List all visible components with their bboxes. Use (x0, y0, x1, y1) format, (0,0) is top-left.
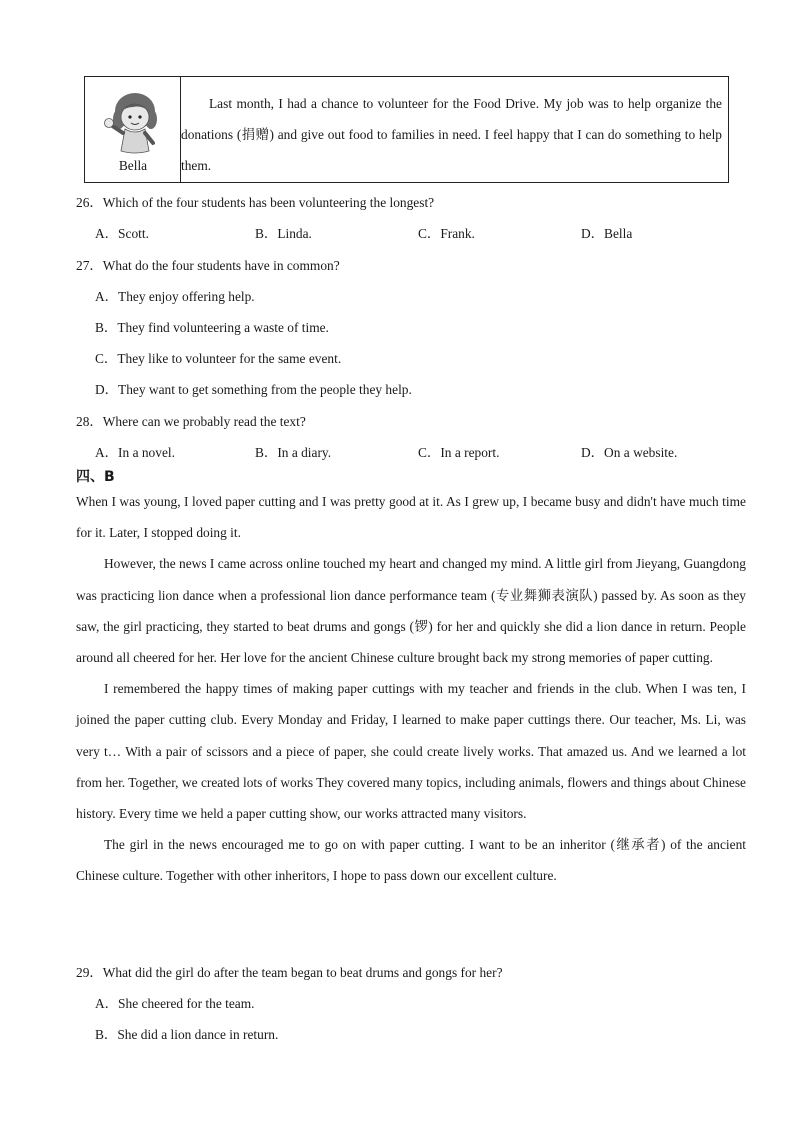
bella-avatar-cell (85, 77, 181, 182)
bella-table (84, 76, 729, 183)
q28-option-b: B．In a diary. (255, 445, 332, 460)
passage-paragraph-3: I remembered the happy times of making paper cuttings with my teacher and friends in the club. When I was ten, I joined the paper cutting club. Every Monday and Friday, I learned to make paper cuttings there. Our teacher, Ms. Li, was very t… With a pair of scissors and a piece of paper, she could create lively works. That amazed us. And we learned a lot from her. Together, we created lots of works They covered many topics, including animals, flowers and things about Chinese history. Every time we held a paper cutting show, our works attracted many visitors. (76, 681, 746, 822)
bella-text-cell (181, 77, 728, 182)
q27-option-c: C．They like to volunteer for the same event. (95, 351, 342, 366)
passage-paragraph-4: The girl in the news encouraged me to go on with paper cutting. I want to be an inheritor (继承者) of the ancient Chinese culture. Together with other inheritors, I hope to pass down our excellent culture. (76, 837, 746, 884)
q29-option-b: B．She did a lion dance in return. (95, 1027, 279, 1042)
q27-option-d: D．They want to get something from the people they help. (95, 382, 412, 397)
q28-option-c: C．In a report. (418, 445, 500, 460)
question-28: 28．Where can we probably read the text? (76, 414, 306, 429)
section-title: 四、B (76, 469, 115, 485)
bella-name: Bella (118, 158, 148, 173)
q28-option-a: A．In a novel. (95, 445, 175, 460)
girl-cartoon-icon (97, 85, 167, 157)
q27-option-a: A．They enjoy offering help. (95, 289, 255, 304)
q26-option-d: D．Bella (581, 226, 633, 241)
bella-paragraph: Last month, I had a chance to volunteer for the Food Drive. My job was to help organize the donations (捐赠) and give out food to families in need. I feel happy that I can do something to help them. (181, 96, 722, 173)
passage-paragraph-2: However, the news I came across online touched my heart and changed my mind. A little girl from Jieyang, Guangdong was practicing lion dance when a professional lion dance performance team (专业舞狮表演队) passed by. As soon as they saw, the girl practicing, they started to beat drums and gongs (锣) for her and quickly she did a lion dance in return. People around all cheered for her. Her love for the ancient Chinese culture brought back my strong memories of paper cutting. (76, 556, 746, 666)
q27-option-b: B．They find volunteering a waste of time. (95, 320, 329, 335)
q26-option-a: A．Scott. (95, 226, 149, 241)
reading-passage (76, 486, 746, 892)
question-27: 27．What do the four students have in common? (76, 258, 340, 273)
q29-option-a: A．She cheered for the team. (95, 996, 255, 1011)
q26-option-c: C．Frank. (418, 226, 475, 241)
q26-option-b: B．Linda. (255, 226, 312, 241)
question-26: 26．Which of the four students has been volunteering the longest? (76, 195, 435, 210)
question-29: 29．What did the girl do after the team began to beat drums and gongs for her? (76, 965, 503, 980)
q28-option-d: D．On a website. (581, 445, 678, 460)
passage-paragraph-1: When I was young, I loved paper cutting and I was pretty good at it. As I grew up, I became busy and didn't have much time for it. Later, I stopped doing it. (76, 494, 746, 541)
